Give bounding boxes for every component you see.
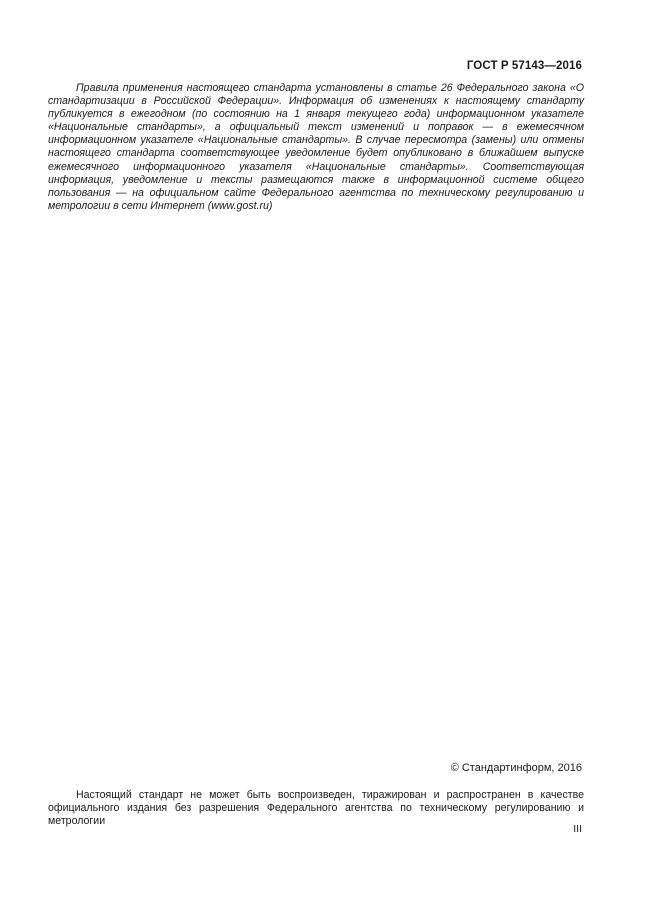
page-number: III xyxy=(573,823,582,835)
reproduction-restriction-notice: Настоящий стандарт не может быть воспроизведен, тиражирован и распространен в качестве официального издания без разрешения Федерального агентства по техническому регулированию и метрологии xyxy=(48,789,584,827)
standard-designation: ГОСТ Р 57143—2016 xyxy=(466,60,582,72)
standard-application-notice: Правила применения настоящего стандарта установлены в статье 26 Федерального закона «О стандартизации в Российской Федерации». Информация об изменениях к настоящему стандарту публикуется в ежегодном (по состоянию на 1 января текущего года) информационном указателе «Национальные стандарты», а официальный текст изменений и поправок — в ежемесячном информационном указателе «Национальные стандарты». В случае пересмотра (замены) или отмены настоящего стандарта соответствующее уведомление будет опубликовано в ближайшем выпуске ежемесячного информационного указателя «Национальные стандарты». Соответствующая информация, уведомление и тексты размещаются также в информационной системе общего пользования — на официальном сайте Федерального агентства по техническому регулированию и метрологии в сети Интернет (www.gost.ru) xyxy=(48,82,584,212)
copyright-line: © Стандартинформ, 2016 xyxy=(450,762,582,774)
